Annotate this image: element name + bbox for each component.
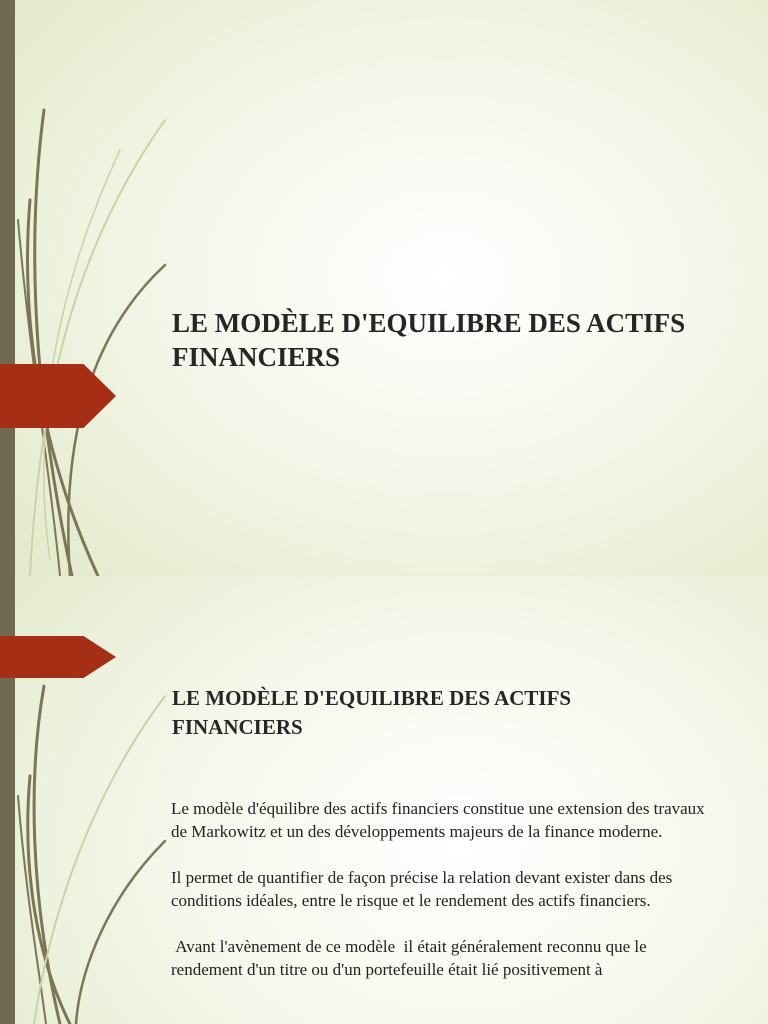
body-paragraph: Avant l'avènement de ce modèle il était généralement reconnu que le rendement d'un titre ou d'un portefeuille était lié positivement à	[171, 937, 651, 979]
slide-title: LE MODÈLE D'EQUILIBRE DES ACTIFS FINANCIERS	[172, 308, 686, 372]
decorative-swirl-graphic	[0, 0, 180, 576]
slide-title: LE MODÈLE D'EQUILIBRE DES ACTIFS FINANCIERS	[172, 686, 572, 739]
content-slide	[0, 576, 768, 1024]
body-paragraph: Il permet de quantifier de façon précise la relation devant exister dans des conditions idéales, entre le risque et le rendement des actifs financiers.	[171, 868, 677, 910]
slide-body	[171, 797, 719, 1004]
body-paragraph: Le modèle d'équilibre des actifs financiers constitue une extension des travaux de Markowitz et un des développements majeurs de la finance moderne.	[171, 799, 709, 841]
